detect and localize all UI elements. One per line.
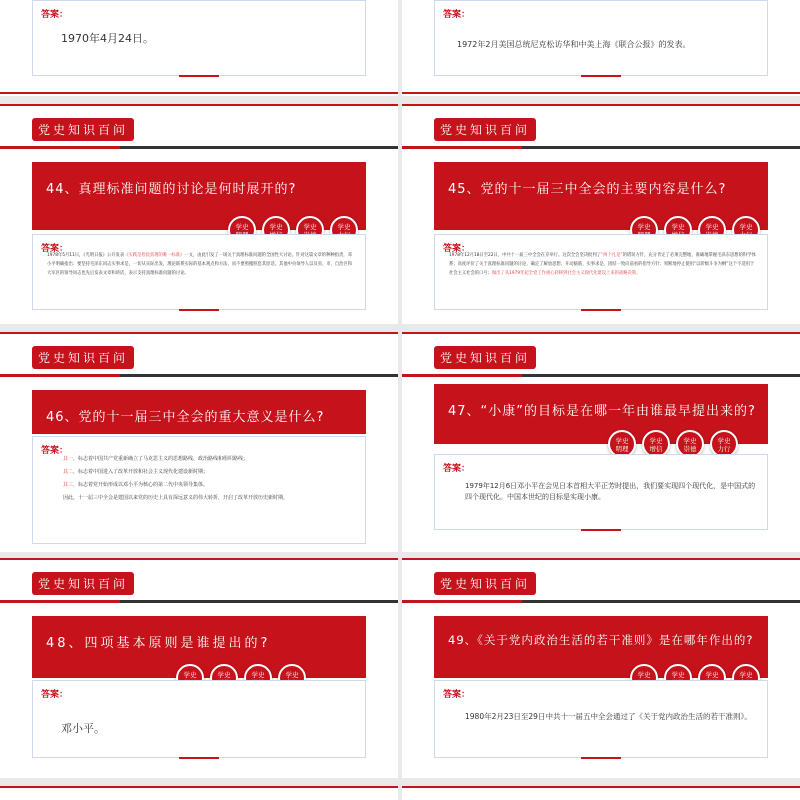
question-panel xyxy=(32,162,366,230)
chip-zengxin: 学史 xyxy=(664,664,692,692)
list-item: 其三，标志着党开始形成以邓小平为核心的第二代中央领导集体。 xyxy=(63,482,209,488)
slide-divider xyxy=(402,104,800,106)
question-panel xyxy=(32,390,366,434)
answer-text: 1978年12月18日至22日，中共十一届三中全会在京举行。这次全会坚决批判了“两个凡是”的错误方针，充分肯定了必须完整地、准确地掌握毛泽东思想的科学体系；高度评价了关于真理标准问题的讨论，确定了解放思想、开动脑筋、实事求是、团结一致向前看的指导方针；果断地停止使用“以阶级斗争为纲”这个不适用于社会主义社会的口号；做出了从1979年起全党工作重心转移到社会主义现代化建设上来的战略决策。 xyxy=(449,253,756,276)
card-accent xyxy=(179,757,219,759)
chip-zengxin: 学史 增信 xyxy=(642,430,670,458)
answer-card xyxy=(434,680,768,758)
question-text: 45、党的十一届三中全会的主要内容是什么? xyxy=(448,182,727,197)
answer-card xyxy=(434,0,768,76)
chip-lixing: 学史 xyxy=(330,216,358,244)
answer-list xyxy=(63,453,355,505)
slide-q48 xyxy=(0,558,398,778)
list-item: 因此，十一届三中全会是建国以来党的历史上具有深远意义的伟大转折，开启了改革开放历史新时期。 xyxy=(63,495,289,501)
section-tag: 党史知识百问 xyxy=(32,346,134,369)
chip-chongde: 学史 xyxy=(698,216,726,244)
question-panel xyxy=(434,162,768,230)
answer-label: 答案： xyxy=(443,244,471,254)
answer-label: 答案： xyxy=(41,10,69,20)
answer-card xyxy=(32,234,366,310)
question-text: 46、党的十一届三中全会的重大意义是什么? xyxy=(46,410,325,425)
section-tag: 党史知识百问 xyxy=(32,572,134,595)
question-panel xyxy=(434,616,768,678)
chip-zengxin: 学史 xyxy=(262,216,290,244)
answer-card xyxy=(32,0,366,76)
card-accent xyxy=(581,75,621,77)
slide-divider xyxy=(0,786,398,788)
slide-divider xyxy=(402,558,800,560)
section-tag: 党史知识百问 xyxy=(434,118,536,141)
answer-label: 答案： xyxy=(443,10,471,20)
section-tag: 党史知识百问 xyxy=(434,346,536,369)
slide-top-right xyxy=(402,0,800,96)
card-accent xyxy=(581,309,621,311)
slide-divider xyxy=(402,786,800,788)
chip-mingli: 学史 明理 xyxy=(608,430,636,458)
answer-card xyxy=(32,680,366,758)
question-panel xyxy=(434,384,768,453)
question-text: 47、“小康”的目标是在哪一年由谁最早提出来的? xyxy=(448,404,756,419)
list-item: 其二，标志着中国进入了改革开放和社会主义现代化建设新时期； xyxy=(63,469,209,475)
slide-divider xyxy=(402,332,800,334)
list-item: 其一，标志着中国共产党重新确立了马克思主义的思想路线、政治路线和组织路线； xyxy=(63,456,249,462)
slide-top-left xyxy=(0,0,398,96)
card-accent xyxy=(581,529,621,531)
header-band-accent xyxy=(402,146,522,149)
card-accent xyxy=(581,757,621,759)
chip-chongde: 学史 xyxy=(296,216,324,244)
header-band-accent xyxy=(402,600,522,603)
answer-card xyxy=(32,436,366,544)
answer-text: 1972年2月美国总统尼克松访华和中美上海《联合公报》的发表。 xyxy=(457,40,691,49)
slide-q47 xyxy=(402,332,800,552)
card-accent xyxy=(179,309,219,311)
answer-label: 答案： xyxy=(41,244,69,254)
slide-bottom-right xyxy=(402,786,800,800)
chip-lixing: 学史 xyxy=(732,216,760,244)
answer-text: 1970年4月24日。 xyxy=(61,32,154,45)
chip-mingli: 学史 xyxy=(630,664,658,692)
header-band-accent xyxy=(0,600,120,603)
question-text: 44、真理标准问题的讨论是何时展开的? xyxy=(46,182,297,197)
question-text: 49、《关于党内政治生活的若干准则》是在哪年作出的? xyxy=(448,633,754,647)
chip-zengxin: 学史 xyxy=(664,216,692,244)
header-band-accent xyxy=(402,374,522,377)
question-panel xyxy=(32,616,366,678)
chip-mingli: 学史 xyxy=(176,664,204,692)
answer-card xyxy=(434,454,768,530)
slide-divider xyxy=(0,558,398,560)
slide-bottom-left xyxy=(0,786,398,800)
chip-lixing: 学史 力行 xyxy=(710,430,738,458)
answer-label: 答案： xyxy=(41,690,69,700)
answer-text: 1978年5月11日，《光明日报》公开发表《实践是检验真理的唯一标准》一文，由此引发了一场关于真理标准问题的全国性大讨论。针对这篇文章的种种指责，邓小平明确指出：要坚持毛泽东同志实事求是，一切从实际出发，理论联系实际的基本观点和方法，而不要照搬照套其原话。其他中央领导人以及省、市、自治区和大军区的领导同志也先后发表文章和讲话，表示支持真理标准问题的讨论。 xyxy=(47,253,353,276)
answer-text: 1980年2月23日至29日中共十一届五中全会通过了《关于党内政治生活的若干准则》。 xyxy=(465,712,752,721)
answer-label: 答案： xyxy=(443,464,471,474)
slide-divider xyxy=(0,332,398,334)
slide-q44 xyxy=(0,104,398,324)
answer-label: 答案： xyxy=(443,690,471,700)
slide-divider xyxy=(0,92,398,94)
slide-divider xyxy=(402,92,800,94)
chip-chongde: 学史 xyxy=(244,664,272,692)
slide-q45 xyxy=(402,104,800,324)
chip-mingli: 学史 xyxy=(228,216,256,244)
card-accent xyxy=(179,75,219,77)
question-text: 48、四项基本原则是谁提出的? xyxy=(46,636,271,651)
section-tag: 党史知识百问 xyxy=(434,572,536,595)
slide-divider xyxy=(0,104,398,106)
chip-zengxin: 学史 xyxy=(210,664,238,692)
header-band-accent xyxy=(0,374,120,377)
chip-chongde: 学史 xyxy=(698,664,726,692)
section-tag: 党史知识百问 xyxy=(32,118,134,141)
chip-mingli: 学史 xyxy=(630,216,658,244)
answer-card xyxy=(434,234,768,310)
answer-label: 答案： xyxy=(41,446,69,456)
header-band-accent xyxy=(0,146,120,149)
chip-lixing: 学史 xyxy=(278,664,306,692)
slide-q49 xyxy=(402,558,800,778)
slide-q46 xyxy=(0,332,398,552)
answer-text: 邓小平。 xyxy=(61,722,105,735)
answer-text: 1979年12月6日邓小平在会见日本首相大平正芳时提出，我们要实现四个现代化，是中国式的四个现代化。中国本世纪的目标是实现小康。 xyxy=(465,482,756,501)
chip-chongde: 学史 崇德 xyxy=(676,430,704,458)
chip-lixing: 学史 xyxy=(732,664,760,692)
